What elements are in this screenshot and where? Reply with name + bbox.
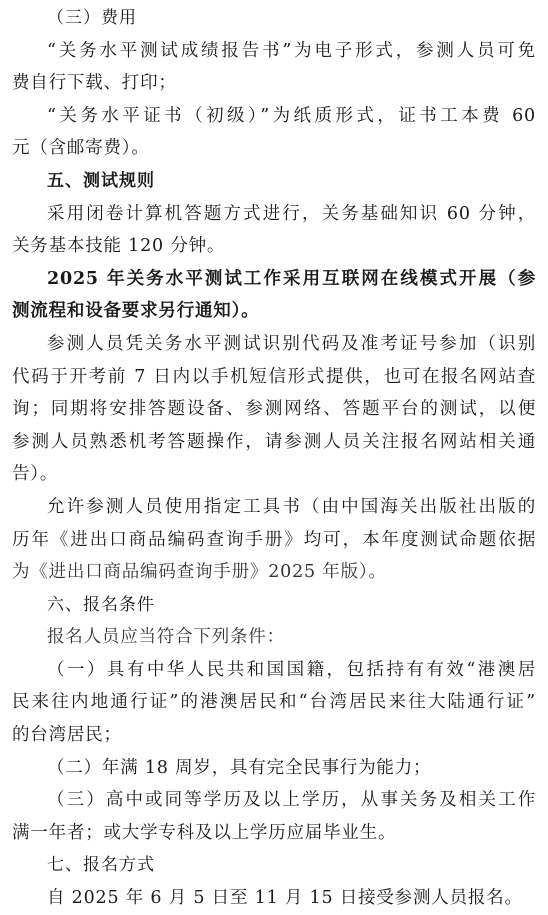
id-code-line-3: 询；同期将安排答题设备、参测网络、答题平台的测试，以便 (12, 399, 536, 420)
eligibility-item-2: （二）年满 18 周岁，具有完全民事行为能力； (47, 757, 432, 778)
reference-book-line-2: 历年《进出口商品编码查询手册》均可，本年度测试命题依据 (12, 529, 536, 550)
section-eligibility-heading: 六、报名条件 (47, 594, 155, 615)
online-mode-line-1: 2025 年关务水平测试工作采用互联网在线模式开展（参 (47, 268, 536, 289)
registration-period: 自 2025 年 6 月 5 日至 11 月 15 日接受参测人员报名。 (47, 888, 523, 909)
fees-report-line-1: “关务水平测试成绩报告书”为电子形式，参测人员可免 (47, 40, 536, 61)
reference-book-line-3: 为《进出口商品编码查询手册》2025 年版）。 (12, 562, 387, 583)
rules-line-1: 采用闭卷计算机答题方式进行，关务基础知识 60 分钟， (47, 203, 536, 224)
eligibility-intro: 报名人员应当符合下列条件： (47, 627, 285, 648)
id-code-line-1: 参测人员凭关务水平测试识别代码及准考证号参加（识别 (47, 333, 536, 354)
section-registration-heading: 七、报名方式 (47, 855, 155, 876)
fees-report-line-2: 费自行下载、打印； (12, 73, 177, 94)
eligibility-item-3-line-1: （三）高中或同等学历及以上学历，从事关务及相关工作 (47, 790, 536, 811)
online-mode-line-2: 测流程和设备要求另行通知）。 (12, 301, 260, 322)
eligibility-item-1-line-2: 民来往内地通行证”的港澳居民和“台湾居民来往大陆通行证” (12, 692, 536, 713)
id-code-line-5: 告）。 (12, 464, 59, 485)
eligibility-item-3-line-2: 满一年者；或大学专科及以上学历应届毕业生。 (12, 822, 397, 843)
section-fees-heading: （三）费用 (47, 8, 137, 28)
fees-certificate-line-2: 元（含邮寄费）。 (12, 138, 150, 159)
id-code-line-4: 参测人员熟悉机考答题操作，请参测人员关注报名网站相关通 (12, 431, 536, 452)
id-code-line-2: 代码于开考前 7 日内以手机短信形式提供，也可在报名网站查 (12, 366, 536, 387)
section-test-rules-heading: 五、测试规则 (47, 170, 155, 191)
fees-certificate-line-1: “关务水平证书（初级）”为纸质形式，证书工本费 60 (47, 105, 536, 126)
eligibility-item-1-line-1: （一）具有中华人民共和国国籍，包括持有有效“港澳居 (47, 659, 536, 680)
reference-book-line-1: 允许参测人员使用指定工具书（由中国海关出版社出版的 (47, 496, 536, 517)
rules-line-2: 关务基本技能 120 分钟。 (12, 236, 226, 257)
eligibility-item-1-line-3: 的台湾居民； (12, 725, 122, 746)
